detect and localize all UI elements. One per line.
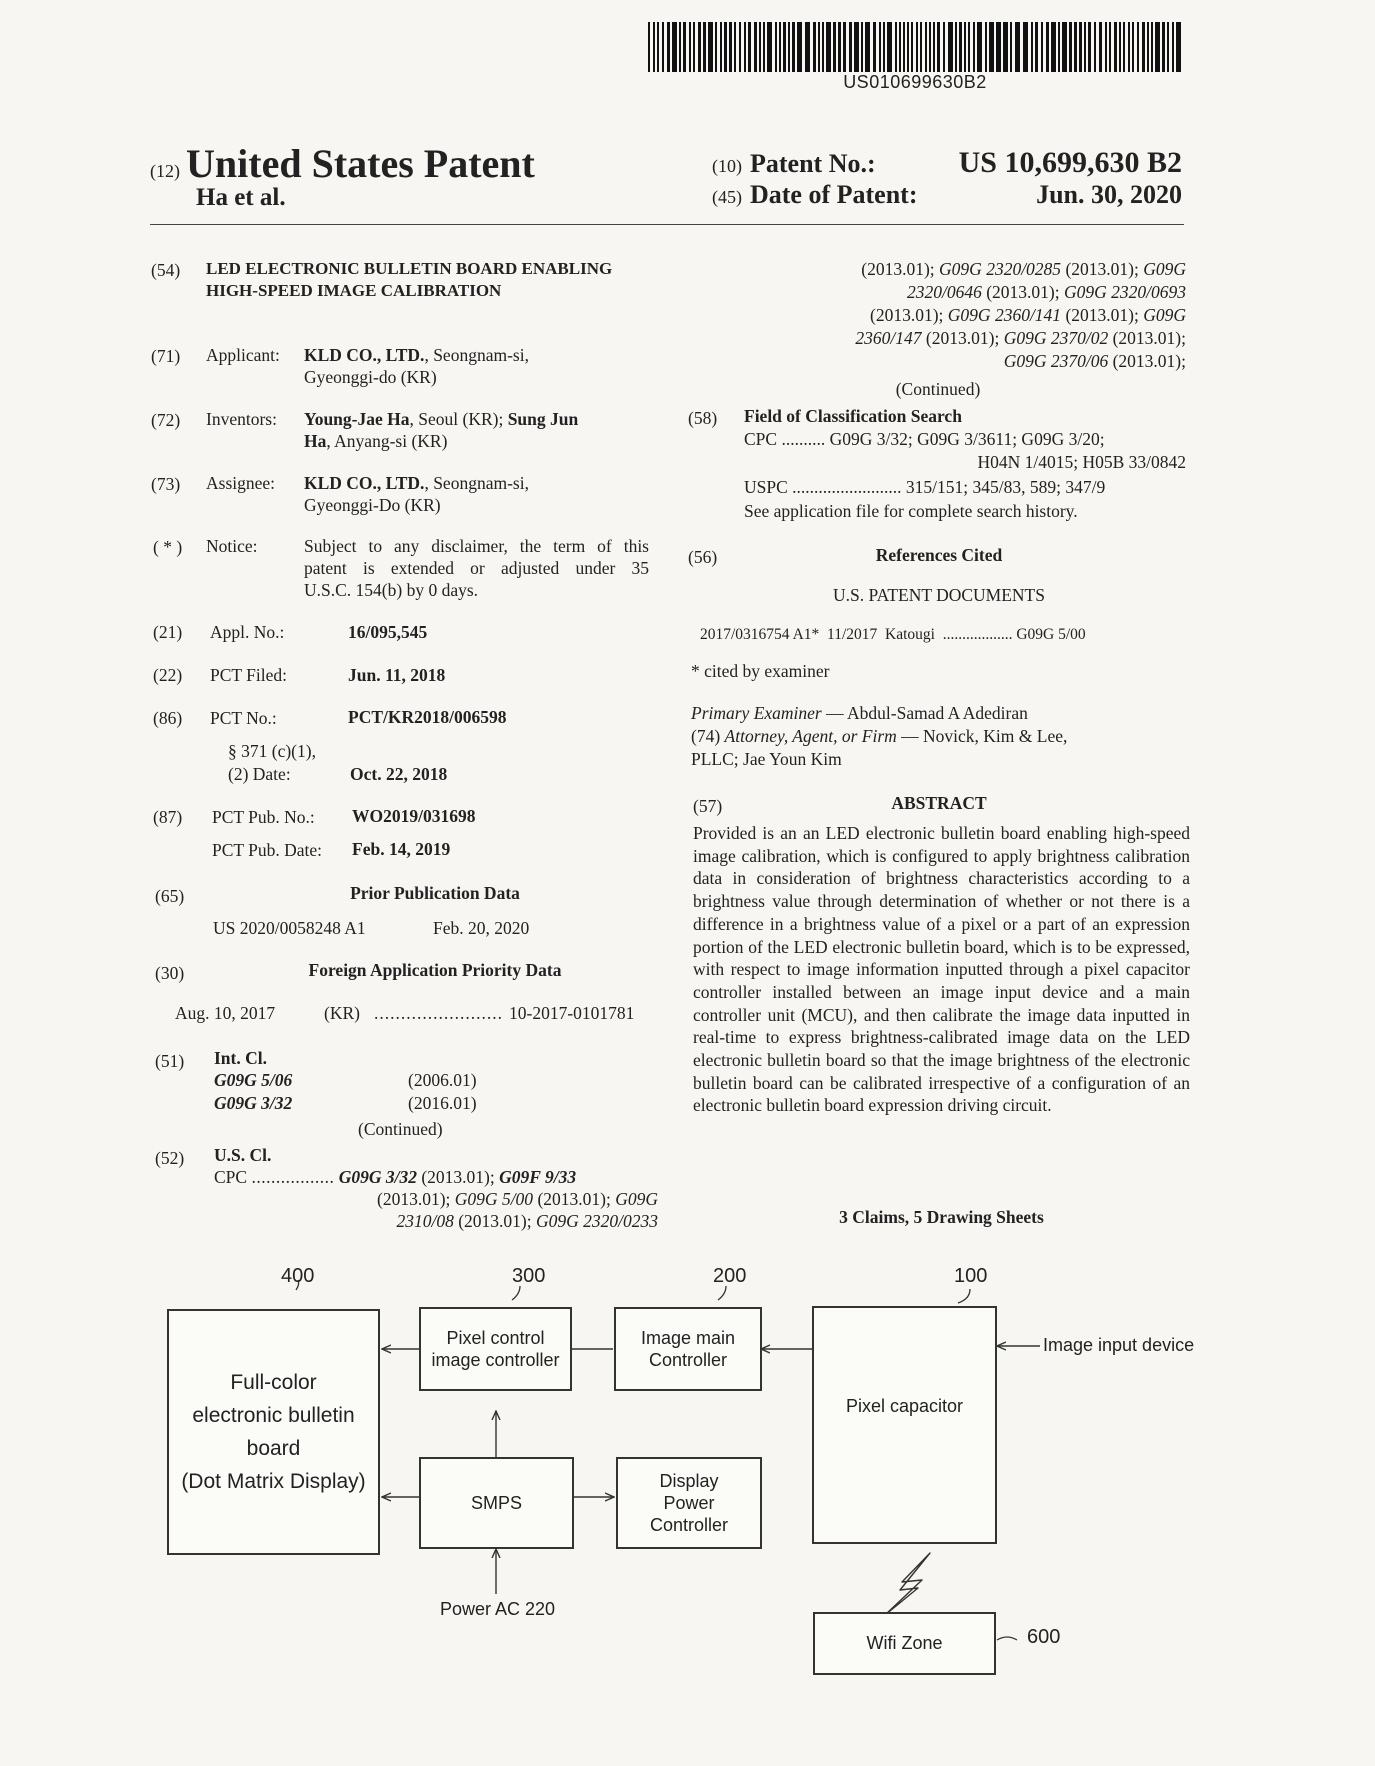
search-uspc-line: USPC ......................... 315/151; 345/83, 589; 347/9: [744, 477, 1106, 497]
field-of-search-heading: Field of Classification Search: [744, 406, 962, 426]
code-73: (73): [151, 474, 181, 494]
pct-filed-label: PCT Filed:: [210, 665, 287, 685]
inventor-1: Young-Jae Ha, Seoul (KR); Sung Jun: [304, 409, 579, 429]
notice-label: Notice:: [206, 536, 258, 556]
code-71: (71): [151, 346, 181, 366]
barcode-number: US010699630B2: [843, 72, 987, 92]
attorney-line-2: PLLC; Jae Youn Kim: [691, 749, 842, 769]
date-of-patent: Jun. 30, 2020: [1036, 180, 1182, 209]
attorney-line-1: (74) Attorney, Agent, or Firm — Novick, Kim & Lee,: [691, 726, 1068, 746]
section-371-label: § 371 (c)(1),: [228, 741, 316, 761]
int-cl-continued: (Continued): [358, 1119, 443, 1139]
claims-and-sheets: 3 Claims, 5 Drawing Sheets: [839, 1207, 1044, 1227]
code-45: (45): [712, 187, 742, 207]
cpc-continued: (Continued): [895, 379, 981, 399]
ref-200: 200: [713, 1265, 747, 1287]
appl-no: 16/095,545: [348, 622, 428, 642]
code-65: (65): [155, 886, 185, 906]
ref-300: 300: [512, 1265, 546, 1287]
box-full-color-bulletin-board: Full-color electronic bulletin board (Dot Matrix Display): [167, 1309, 380, 1555]
patent-type-title: United States Patent: [186, 141, 535, 186]
invention-title: LED ELECTRONIC BULLETIN BOARD ENABLING HIGH-SPEED IMAGE CALIBRATION: [206, 259, 613, 300]
references-heading: References Cited: [875, 545, 1003, 565]
inventor-short: Ha et al.: [196, 184, 286, 211]
pct-pub-date: Feb. 14, 2019: [352, 839, 451, 859]
box-display-power-controller: Display Power Controller: [616, 1457, 762, 1549]
foreign-priority-country: (KR): [324, 1003, 360, 1023]
leader-100: [958, 1289, 970, 1303]
pct-pub-no-label: PCT Pub. No.:: [212, 807, 315, 827]
pct-no: PCT/KR2018/006598: [348, 707, 507, 727]
box-wifi-zone: Wifi Zone: [813, 1612, 996, 1675]
int-cl-2: G09G 3/32: [214, 1093, 293, 1113]
int-cl-2-date: (2016.01): [408, 1093, 477, 1113]
prior-publication-number: US 2020/0058248 A1: [213, 918, 366, 938]
prior-publication-date: Feb. 20, 2020: [433, 918, 530, 938]
search-history-note: See application file for complete search history.: [744, 501, 1078, 521]
code-10: (10): [712, 156, 742, 176]
section-371-date-label: (2) Date:: [228, 764, 291, 784]
foreign-priority-date: Aug. 10, 2017: [175, 1003, 276, 1023]
code-58: (58): [688, 408, 718, 428]
cpc-cont-line-4: 2360/147 (2013.01); G09G 2370/02 (2013.01);: [855, 328, 1186, 348]
int-cl-1: G09G 5/06: [214, 1070, 293, 1090]
cpc-cont-line-3: (2013.01); G09G 2360/141 (2013.01); G09G: [870, 305, 1186, 325]
code-72: (72): [151, 410, 181, 430]
foreign-priority-heading: Foreign Application Priority Data: [308, 960, 562, 980]
code-30: (30): [155, 963, 185, 983]
assignee: KLD CO., LTD., Seongnam-si,: [304, 473, 529, 493]
code-22: (22): [153, 665, 183, 685]
date-of-patent-label: Date of Patent:: [750, 180, 918, 209]
code-52: (52): [155, 1148, 185, 1168]
pct-pub-no: WO2019/031698: [352, 806, 476, 826]
leader-600: [997, 1637, 1017, 1640]
code-12: (12): [150, 161, 180, 181]
pct-filed: Jun. 11, 2018: [348, 665, 446, 685]
applicant-location: Gyeonggi-do (KR): [304, 367, 437, 387]
us-cl-label: U.S. Cl.: [214, 1145, 272, 1165]
primary-examiner: Primary Examiner — Abdul-Samad A Adediran: [691, 703, 1028, 723]
search-cpc-line-1: CPC .......... G09G 3/32; G09G 3/3611; G09G 3/20;: [744, 429, 1105, 449]
us-patent-documents-heading: U.S. PATENT DOCUMENTS: [833, 585, 1045, 605]
cited-by-examiner: * cited by examiner: [691, 661, 830, 681]
cpc-cont-line-2: 2320/0646 (2013.01); G09G 2320/0693: [906, 282, 1186, 302]
applicant-label: Applicant:: [206, 345, 280, 365]
patent-number-label: Patent No.:: [750, 149, 876, 178]
notice-text: Subject to any disclaimer, the term of this patent is extended or adjusted under 35 U.S.C. 154(b) by 0 days.: [304, 536, 649, 600]
leader-200: [718, 1286, 726, 1300]
code-86: (86): [153, 708, 183, 728]
box-pixel-control-image-controller: Pixel control image controller: [419, 1307, 572, 1391]
section-371-date: Oct. 22, 2018: [350, 764, 448, 784]
int-cl-1-date: (2006.01): [408, 1070, 477, 1090]
applicant: KLD CO., LTD., Seongnam-si,: [304, 345, 529, 365]
search-cpc-line-2: H04N 1/4015; H05B 33/0842: [977, 452, 1186, 472]
label-power-ac: Power AC 220: [440, 1599, 556, 1619]
cpc-cont-line-1: (2013.01); G09G 2320/0285 (2013.01); G09G: [861, 259, 1186, 279]
us-cl-cpc-line-3: 2310/08 (2013.01); G09G 2320/0233: [396, 1211, 658, 1231]
prior-publication-heading: Prior Publication Data: [350, 883, 520, 903]
ref-400: 400: [281, 1265, 315, 1287]
appl-no-label: Appl. No.:: [210, 622, 285, 642]
box-image-main-controller: Image main Controller: [614, 1307, 762, 1391]
label-image-input-device: Image input device: [1043, 1335, 1195, 1355]
assignee-label: Assignee:: [206, 473, 276, 493]
lightning-icon: [885, 1553, 930, 1615]
box-smps: SMPS: [419, 1457, 574, 1549]
us-cl-cpc-line-1: CPC ................. G09G 3/32 (2013.01); G09F 9/33: [214, 1167, 577, 1187]
abstract-heading: ABSTRACT: [891, 793, 987, 813]
reference-row: 2017/0316754 A1* 11/2017 Katougi .................. G09G 5/00: [700, 626, 1086, 643]
box-pixel-capacitor: Pixel capacitor: [812, 1306, 997, 1544]
us-cl-cpc-line-2: (2013.01); G09G 5/00 (2013.01); G09G: [377, 1189, 658, 1209]
patent-number: US 10,699,630 B2: [958, 146, 1182, 179]
pct-no-label: PCT No.:: [210, 708, 277, 728]
code-54: (54): [151, 260, 181, 280]
inventor-2: Ha, Anyang-si (KR): [304, 431, 448, 451]
ref-100: 100: [954, 1265, 988, 1287]
code-57: (57): [693, 796, 723, 816]
assignee-location: Gyeonggi-Do (KR): [304, 495, 441, 515]
code-21: (21): [153, 622, 183, 642]
foreign-priority-dots: ........................: [374, 1003, 503, 1023]
code-notice: ( * ): [153, 537, 183, 557]
leader-300: [512, 1286, 520, 1300]
code-56: (56): [688, 547, 718, 567]
pct-pub-date-label: PCT Pub. Date:: [212, 840, 323, 860]
code-51: (51): [155, 1051, 185, 1071]
inventors-label: Inventors:: [206, 409, 277, 429]
abstract-text: Provided is an an LED electronic bulletin board enabling high-speed image calibration, which is configured to apply brightness calibration data in consideration of brightness characteristics according to a brightness value through determination of whether or not there is a difference in a brightness value of a pixel or a part of an expression portion of the LED electronic bulletin board, which is to be expressed, with respect to image information inputted through a pixel capacitor controller installed between an image input device and a main controller unit (MCU), and then calibrate the image data inputted in real-time to express brightness-calibrated image data on the LED electronic bulletin board so that the image brightness of the electronic bulletin board can be calibrated irrespective of a configuration of an electronic bulletin board expression driving circuit.: [693, 823, 1190, 1116]
foreign-priority-number: 10-2017-0101781: [509, 1003, 635, 1023]
int-cl-label: Int. Cl.: [214, 1048, 267, 1068]
code-87: (87): [153, 807, 183, 827]
ref-600: 600: [1027, 1626, 1061, 1648]
cpc-cont-line-5: G09G 2370/06 (2013.01);: [1003, 351, 1186, 371]
